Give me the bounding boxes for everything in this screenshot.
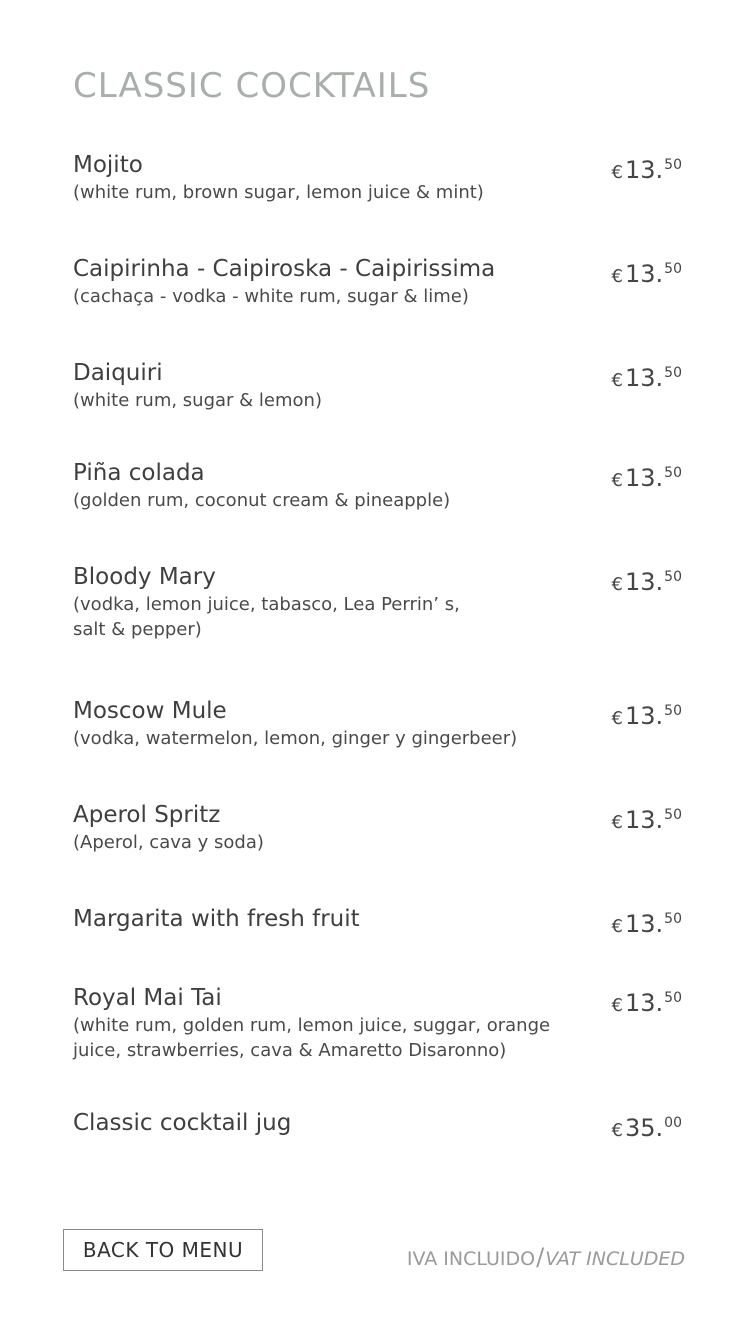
vat-note-en: VAT INCLUDED [545, 1248, 685, 1270]
price-whole: 13. [625, 364, 664, 392]
item-name: Mojito [73, 152, 143, 178]
item-name: Piña colada [73, 460, 205, 486]
currency-symbol: € [611, 370, 623, 391]
item-description: (white rum, sugar & lemon) [73, 390, 322, 411]
item-price [612, 800, 682, 838]
vat-note [407, 1243, 685, 1271]
menu-item-mojito [73, 150, 685, 205]
item-name: Margarita with fresh fruit [73, 906, 360, 932]
price-whole: 13. [625, 156, 664, 184]
menu-item-pina-colada [73, 458, 685, 513]
item-price [612, 358, 682, 396]
item-price [612, 904, 682, 942]
menu-item-daiquiri [73, 358, 685, 413]
item-price [612, 254, 682, 292]
price-whole: 13. [625, 568, 664, 596]
price-cents: 50 [664, 261, 682, 277]
currency-symbol: € [611, 708, 623, 729]
price-whole: 13. [625, 989, 664, 1017]
price-whole: 13. [625, 260, 664, 288]
menu-item-caipirinha [73, 254, 685, 309]
item-price [612, 983, 682, 1021]
item-name: Caipirinha - Caipiroska - Caipirissima [73, 256, 496, 282]
price-whole: 13. [625, 910, 664, 938]
price-cents: 50 [664, 157, 682, 173]
price-cents: 50 [664, 911, 682, 927]
menu-item-moscow-mule [73, 696, 685, 751]
price-cents: 50 [664, 990, 682, 1006]
currency-symbol: € [611, 995, 623, 1016]
item-description: (golden rum, coconut cream & pineapple) [73, 490, 451, 511]
currency-symbol: € [611, 162, 623, 183]
currency-symbol: € [611, 470, 623, 491]
item-price [612, 562, 682, 600]
price-cents: 50 [664, 807, 682, 823]
currency-symbol: € [611, 1120, 623, 1141]
menu-item-margarita [73, 904, 685, 938]
item-name: Daiquiri [73, 360, 163, 386]
currency-symbol: € [611, 266, 623, 287]
item-description: (white rum, brown sugar, lemon juice & mint) [73, 182, 484, 203]
price-cents: 50 [664, 465, 682, 481]
price-whole: 13. [625, 702, 664, 730]
price-whole: 13. [625, 464, 664, 492]
price-cents: 50 [664, 569, 682, 585]
item-description: (white rum, golden rum, lemon juice, suggar, orange juice, strawberries, cava & Amaretto Disaronno) [73, 1015, 551, 1061]
item-description: (vodka, watermelon, lemon, ginger y gingerbeer) [73, 728, 518, 749]
item-name: Moscow Mule [73, 698, 227, 724]
price-whole: 35. [625, 1114, 664, 1142]
menu-item-aperol-spritz [73, 800, 685, 855]
back-to-menu-button[interactable]: BACK TO MENU [63, 1229, 263, 1271]
currency-symbol: € [611, 574, 623, 595]
vat-note-es: IVA INCLUIDO [406, 1248, 536, 1270]
menu-item-bloody-mary [73, 562, 685, 642]
item-name: Classic cocktail jug [73, 1110, 292, 1136]
item-price [612, 458, 682, 496]
item-name: Aperol Spritz [73, 802, 221, 828]
item-price [612, 150, 682, 188]
item-description: (Aperol, cava y soda) [73, 832, 264, 853]
item-description: (vodka, lemon juice, tabasco, Lea Perrin’ s, salt & pepper) [73, 594, 460, 640]
item-name: Bloody Mary [73, 564, 216, 590]
vat-note-separator: / [536, 1243, 545, 1271]
price-cents: 00 [664, 1115, 682, 1131]
menu-item-cocktail-jug [73, 1108, 685, 1142]
menu-item-royal-mai-tai [73, 983, 685, 1063]
price-whole: 13. [625, 806, 664, 834]
currency-symbol: € [611, 812, 623, 833]
item-description: (cachaça - vodka - white rum, sugar & lime) [73, 286, 469, 307]
item-price [612, 1108, 682, 1146]
currency-symbol: € [611, 916, 623, 937]
item-price [612, 696, 682, 734]
price-cents: 50 [664, 365, 682, 381]
item-name: Royal Mai Tai [73, 985, 222, 1011]
page-title: CLASSIC COCKTAILS [73, 66, 431, 106]
price-cents: 50 [664, 703, 682, 719]
